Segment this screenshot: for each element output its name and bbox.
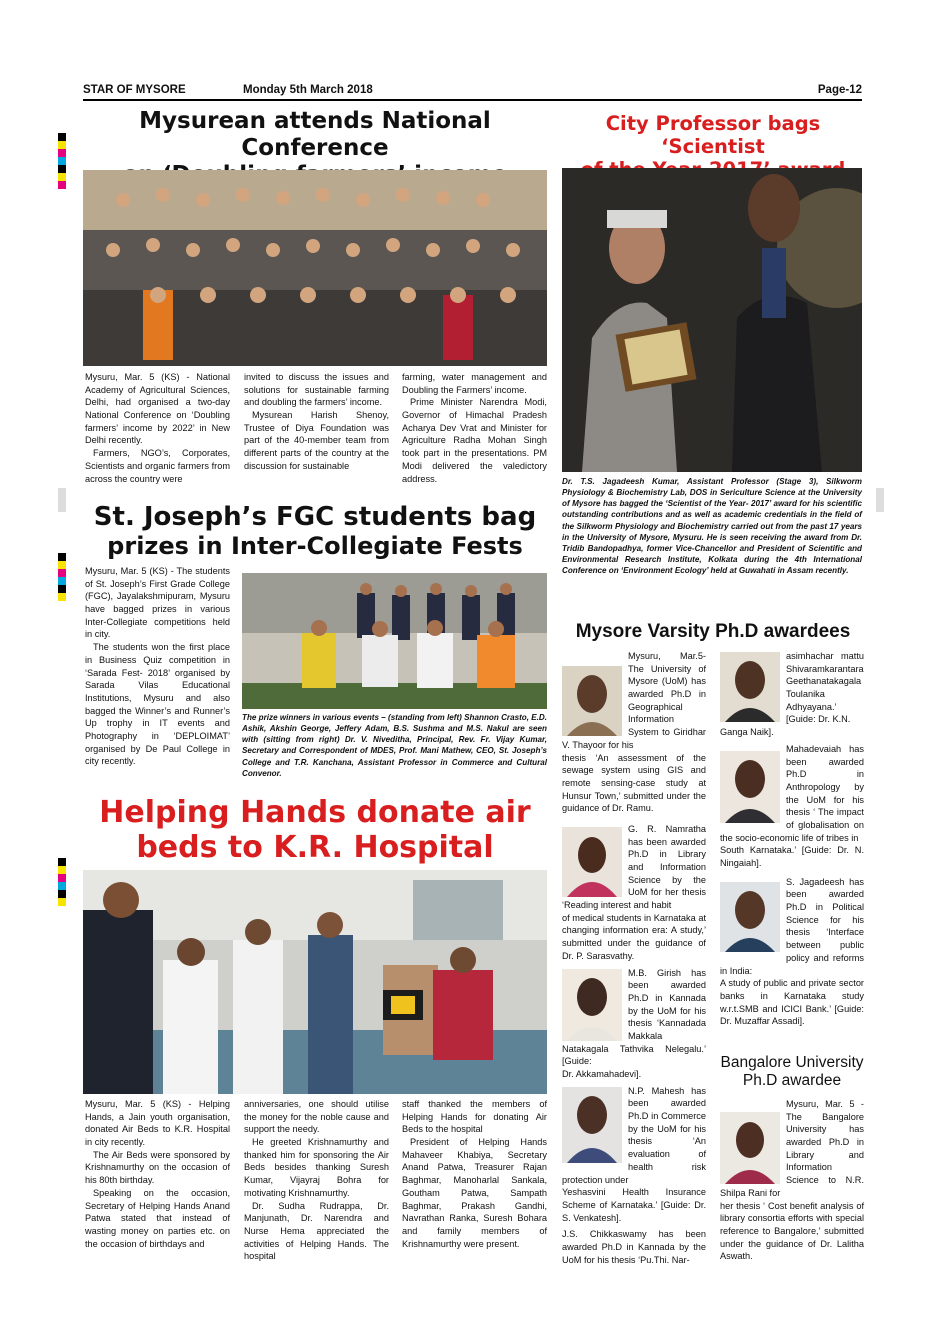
paragraph: Mysuru, Mar. 5 (KS) - Helping Hands, a Jain youth organisation, donated Air Beds to K.R. Hospital in city recently. — [85, 1099, 230, 1148]
award-photo — [562, 168, 862, 472]
bangalore-body — [720, 1098, 864, 1263]
portrait-namratha — [562, 827, 622, 897]
phd-headline: Mysore Varsity Ph.D awardees — [575, 621, 851, 642]
stjoseph-headline-line2: prizes in Inter-Collegiate Fests — [107, 532, 523, 561]
portrait-giridhar — [562, 666, 622, 736]
stjoseph-body — [85, 565, 230, 768]
paragraph: staff thanked the members of Helping Hands for donating Air Beds to the hospital — [402, 1099, 547, 1135]
helping-headline — [80, 796, 550, 866]
conference-column-3 — [402, 371, 547, 485]
paragraph: Mysurean Harish Shenoy, Trustee of Diya Foundation was part of the 40-member team from different parts of the country at the discussion for sustainable — [244, 410, 389, 471]
paragraph: Dr. Sudha Rudrappa, Dr. Manjunath, Dr. Narendra and Nurse Hema appreciated the activities of Helping Hands. The hospital — [244, 1200, 389, 1262]
stjoseph-photo — [242, 573, 547, 709]
bangalore-headline-line2: Ph.D awardee — [742, 1072, 842, 1090]
phd-entry-rest: Dr. Akkamahadevi]. — [562, 1069, 642, 1079]
gray-bar — [876, 488, 884, 512]
paragraph: The Air Beds were sponsored by Krishnamurthy on the occasion of his 80th birthday. — [85, 1149, 230, 1186]
paragraph: Speaking on the occasion, Secretary of Helping Hands Anand Patwa stated that instead of wasting money on parties etc. on the occasion of birthdays and — [85, 1187, 230, 1249]
paragraph: Mysuru, Mar. 5 (KS) - The students of St. Joseph’s First Grade College (FGC), Jayalakshmipuram, Mysuru have bagged prizes in various Inter-Collegiate competitions held in city. — [85, 566, 230, 640]
phd-entry-rest: A study of public and private sector banks in Karnataka study w.r.t.SMB and ICICI Bank.’ [Guide: Dr. Muzaffar Assadi]. — [720, 978, 864, 1027]
helping-headline-line2: beds to K.R. Hospital — [136, 829, 494, 865]
portrait-shilpa-rani — [720, 1112, 780, 1184]
paragraph: The students won the first place in Business Quiz competition in ‘Sarada Fest- 2018’ organised by Sarada Vilas Educational Institutions, Mysuru and also bagged the Winner’s and Runner’s Up trophy in IT events and Photography in ‘DEPLOIMAT’ organised by De Paul College in city recently. — [85, 642, 230, 767]
helping-headline-line1: Helping Hands donate air — [99, 795, 531, 830]
paper-name: STAR OF MYSORE — [83, 84, 186, 96]
scientist-headline-line1: City Professor bags ‘Scientist — [605, 112, 821, 158]
phd-entry: G. R. Namratha has been awarded Ph.D in Library and Information Science by the UoM for her thesis ‘Reading interest and habit — [562, 823, 706, 911]
stjoseph-headline — [80, 502, 550, 560]
stjoseph-headline-line1: St. Joseph’s FGC students bag — [93, 502, 537, 532]
phd-entry-rest: Ganga Naik]. — [720, 727, 774, 738]
phd-entry-rest: of medical students in Karnataka at changing information era: A study,’ submitted under the guidance of Dr. P. Sarasvathy. — [562, 912, 706, 961]
bangalore-entry-rest: her thesis ‘ Cost benefit analysis of library consortia efforts with special reference to Bangalore,’ submitted under the guidance of Dr. Lalitha Aswath. — [720, 1200, 864, 1262]
issue-date: Monday 5th March 2018 — [243, 84, 373, 96]
paragraph: invited to discuss the issues and solutions for sustainable farming and doubling the farmers’ income. — [244, 372, 389, 408]
phd-entry: Mysuru, Mar.5- The University of Mysore (UoM) has awarded Ph.D in Geographical Information System to Giridhar V. Thayoor for his — [562, 651, 706, 750]
helping-hands-photo — [83, 870, 547, 1094]
phd-entry-rest: Yeshasvini Health Insurance Scheme of Karnataka.’ [Guide: Dr. S. Venkatesh]. — [562, 1187, 706, 1223]
paragraph: anniversaries, one should utilise the money for the noble cause and support the needy. — [244, 1099, 389, 1135]
portrait-jagadeesh — [720, 882, 780, 952]
scientist-caption: Dr. T.S. Jagadeesh Kumar, Assistant Professor (Stage 3), Silkworm Physiology & Biochemistry Lab, DOS in Sericulture Science at the University of Mysore has bagged the ‘Scientist of the Year- 2017’ award for his scientific outstanding contributions and as well as academic credentials in the field of the Silkworm Physiology and Biochemistry carried out from the past 17 years in the University of Mysore, Mysuru. He is seen receiving the award from Dr. Tridib Bandopadhya, former Vice-Chancellor and President of Scientific and Environmental Research Institute, Kolkata during the 4th International Conference on ‘Environment Ecology’ held at Guwahati in Assam recently. — [562, 477, 862, 576]
paragraph: farming, water management and Doubling the Farmers’ income. — [402, 372, 547, 395]
conference-group-photo — [83, 170, 547, 366]
portrait-mahadevaiah — [720, 751, 780, 823]
phd-column-right — [720, 650, 864, 1028]
bangalore-headline-line1: Bangalore University — [720, 1054, 864, 1071]
phd-entry-rest: South Karnataka.’ [Guide: Dr. N. Ningaiah]. — [720, 845, 864, 868]
page-number: Page-12 — [817, 84, 862, 96]
conference-column-2 — [244, 371, 389, 473]
conference-headline-line1: Mysurean attends National Conference — [139, 108, 491, 161]
portrait-girish — [562, 969, 622, 1041]
helping-column-3 — [402, 1098, 547, 1250]
gray-bar — [58, 488, 66, 512]
stjoseph-caption: The prize winners in various events – (standing from left) Shannon Crasto, E.D. Ashik, Akshin George, Jeffery Adam, B.S. Sushma and M.S. Nakul are seen with (sitting from right) Dr. V. Niveditha, Principal, Rev. Fr. Vijay Kumar, Secretary and Correspondent of MDES, Prof. Mani Mathew, CEO, St. Joseph’s College and T.R. Kanchana, Assistant Professor in Commerce and Cultural Convenor. — [242, 713, 547, 778]
portrait-mahesh — [562, 1087, 622, 1163]
phd-entry: N.P. Mahesh has been awarded Ph.D in Commerce by the UoM for his thesis ‘An evaluation of health risk protection under — [562, 1085, 706, 1185]
helping-column-1 — [85, 1098, 230, 1250]
phd-entry: S. Jagadeesh has been awarded Ph.D in Political Science for his thesis ‘Interface between public policy and reforms in India: — [720, 876, 864, 976]
phd-entry: Mahadevaiah has been awarded Ph.D in Anthropology by the UoM for his thesis ‘ The impact of globalisation on the socio-economic life of tribes in — [720, 743, 864, 843]
page-header — [83, 84, 862, 98]
helping-column-2 — [244, 1098, 389, 1263]
phd-entry: M.B. Girish has been awarded Ph.D in Kannada by the UoM for his thesis ‘Kannadada Makkala Natakagala Tathvika Nelegalu.’ [Guide: — [562, 967, 706, 1067]
paragraph: Mysuru, Mar. 5 (KS) - National Academy of Agricultural Sciences, Delhi, had organised a two-day National Conference on ‘Doubling farmers’ income by 2022’ in New Delhi recently. — [85, 372, 230, 446]
phd-entry-rest: thesis ‘An assessment of the sewage system using GIS and remote sensing-case study at Hunsur Town,’ submitted under the guidance of Dr. Ramu. — [562, 752, 706, 814]
portrait-chikkaswamy — [720, 652, 780, 722]
bangalore-entry: Mysuru, Mar. 5 - The Bangalore University has awarded Ph.D in Library and Information Science to N.R. Shilpa Rani for — [720, 1099, 864, 1198]
conference-column-1 — [85, 371, 230, 485]
paragraph: Farmers, NGO’s, Corporates, Scientists and organic farmers from across the country were — [85, 448, 230, 484]
phd-column-left — [562, 650, 706, 1266]
phd-entry: J.S. Chikkaswamy has been awarded Ph.D in Kannada by the UoM for his thesis ‘Pu.Thi. Nar- — [562, 1229, 706, 1265]
bangalore-headline — [720, 1054, 864, 1090]
header-rule — [83, 99, 862, 101]
paragraph: Prime Minister Narendra Modi, Governor of Himachal Pradesh Acharya Dev Vrat and Minister for Agriculture Radha Mohan Singh took part in the presentations. PM Modi delivered the valedictory address. — [402, 397, 547, 484]
paragraph: He greeted Krishnamurthy and thanked him for sponsoring the Air Beds besides thanking Suresh Kumar, Vijayraj Bohra for motivating Krishnamurthy. — [244, 1137, 389, 1198]
phd-entry: asimhachar mattu Shivaramkarantara Geethanatakagala Toulanika Adhyayana.’ [Guide: Dr. K.N. — [786, 651, 864, 725]
paragraph: President of Helping Hands Mahaveer Khabiya, Secretary Anand Patwa, Treasurer Rajan Baghmar, Manoharlal Sankala, Goutham Patwa, Sampath Baghmar, Prakash Gandhi, Navrathan Ranka, Suresh Bohara and family members of Krishnamurthy were present. — [402, 1137, 547, 1249]
